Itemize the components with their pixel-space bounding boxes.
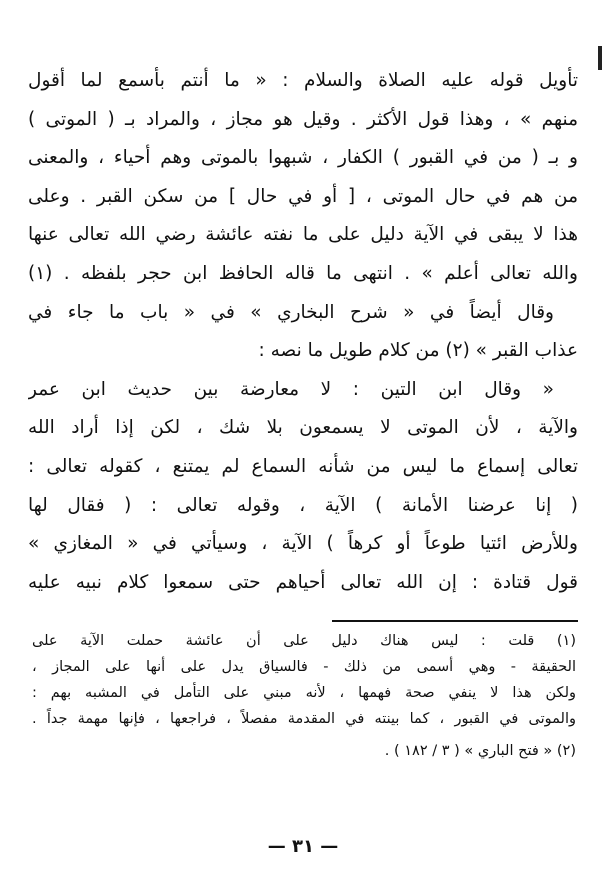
main-text [28,62,578,602]
text-line-2: منهم » ، وهذا قول الأكثر . وقيل هو مجاز ، والمراد بـ ( الموتى ) [28,108,578,130]
text-line-1: تأويل قوله عليه الصلاة والسلام : « ما أنتم بأسمع لما أقول [28,70,578,91]
text-line-8: عذاب القبر » (٢) من كلام طويل ما نصه : [258,340,578,362]
text-line-12: ( إنا عرضنا الأمانة ) الآية ، وقوله تعالى : ( فقال لها [28,494,578,516]
text-line-10: والآية ، لأن الموتى لا يسمعون بلا شك ، لكن إذا أراد الله [28,417,578,439]
text-line-11: تعالى إسماع ما ليس من شأنه السماع لم يمتنع ، كقوله تعالى : [28,455,578,477]
footnote-line-5: (٢) « فتح الباري » ( ٣ / ١٨٢ ) . [384,743,576,759]
footnotes [32,628,576,764]
page-number: — ٣١ — [267,836,339,857]
text-line-9: « وقال ابن التين : لا معارضة بين حديث ابن عمر [28,378,554,400]
footnote-line-2: الحقيقة - وهي أسمى من ذلك - فالسياق يدل على أنها على المجاز ، [32,659,576,675]
text-line-5: هذا لا يبقى في الآية دليل على ما نفته عائشة رضي الله تعالى عنها [28,224,578,246]
footnote-line-4: والموتى في القبور ، كما بينته في المقدمة مفصلاً ، فراجعها ، فإنها مهمة جداً . [32,711,576,727]
page-edge-mark [598,46,602,70]
text-line-13: وللأرض ائتيا طوعاً أو كرهاً ) الآية ، وسيأتي في « المغازي » [28,533,578,555]
text-line-7: وقال أيضاً في « شرح البخاري » في « باب ما جاء في [28,301,554,323]
footnote-line-1: (١) قلت : ليس هناك دليل على أن عائشة حملت الآية على [32,633,576,649]
text-line-4: من هم في حال الموتى ، [ أو في حال ] من سكن القبر . وعلى [28,185,578,207]
footnote-line-3: ولكن هذا لا ينفي صحة فهمها ، لأنه مبني على التأمل في المشبه بهم : [32,685,576,701]
footnote-separator [332,620,578,622]
text-line-14: قول قتادة : إن الله تعالى أحياهم حتى سمعوا كلام نبيه عليه [28,571,578,593]
text-line-3: و بـ ( من في القبور ) الكفار ، شبهوا بالموتى وهم أحياء ، والمعنى [28,147,578,169]
text-line-6: والله تعالى أعلم » . انتهى ما قاله الحافظ ابن حجر بلفظه . (١) [28,262,578,284]
